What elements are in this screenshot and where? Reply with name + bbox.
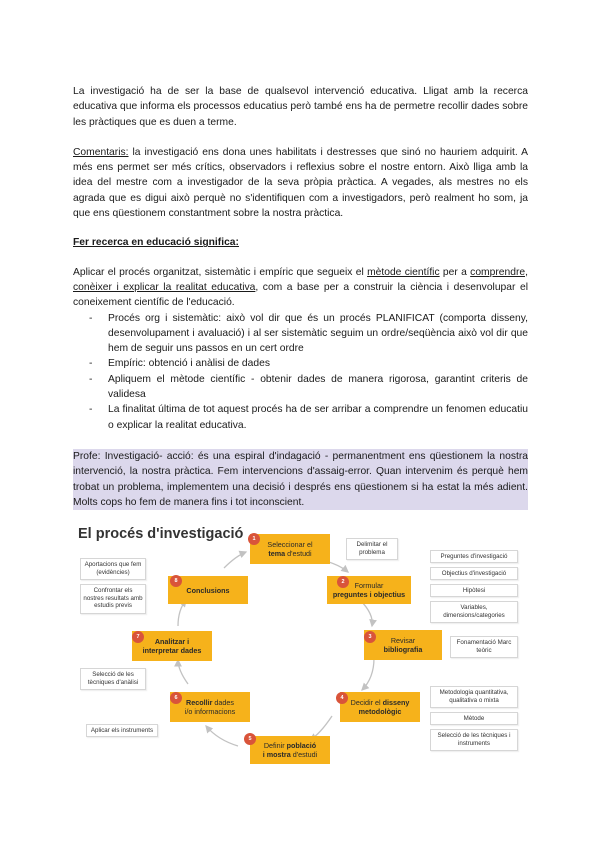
step-1-select-topic: Seleccionar el tema d'estudi	[250, 534, 330, 564]
research-text-3: , com a base per a construir la ciència i desenvolupar el coneixement científic de l'educació.	[73, 281, 528, 309]
note-method: Mètode	[430, 712, 518, 725]
arrow-6-7	[178, 660, 188, 684]
arrow-3-4	[362, 658, 374, 690]
list-item: - Empíric: obtenció i anàlisi de dades	[73, 356, 528, 371]
step-number: 7	[132, 631, 144, 643]
scientific-method-term: mètode científic	[367, 266, 440, 278]
note-analysis-techniques: Selecció de les tècniques d'anàlisi	[80, 668, 146, 690]
step-number: 5	[244, 733, 256, 745]
step-number: 8	[170, 575, 182, 587]
note-delimit-problem: Delimitar el problema	[346, 538, 398, 560]
note-techniques-instruments: Selecció de les tècniques i instruments	[430, 729, 518, 751]
list-item: - La finalitat última de tot aquest procés ha de ser arribar a comprendre un fenomen educatiu o explicar la realitat educativa.	[73, 402, 528, 433]
comments-label: Comentaris:	[73, 146, 129, 158]
research-text-2: per a	[439, 266, 471, 278]
step-8-conclusions: Conclusions	[168, 576, 248, 604]
teacher-note-highlight: Profe: Investigació- acció: és una espiral d'indagació - permanentment ens qüestionem la nostra intervenció, la nostra pràctica. Fem intervencions d'assaig-error. Quan intervenim és perquè hem trobat un problema, implementem una decisió i després ens qüestionem si ha estat la més adient. Molts cops ho fem de manera fins i tot inconscient.	[73, 449, 528, 510]
document-body	[73, 84, 528, 510]
step-number: 6	[170, 692, 182, 704]
note-apply-instruments: Aplicar els instruments	[86, 724, 158, 737]
note-research-questions: Preguntes d'investigació	[430, 550, 518, 563]
step-number: 3	[364, 631, 376, 643]
note-theoretical-framework: Fonamentació Marc teòric	[450, 636, 518, 658]
step-number: 2	[337, 576, 349, 588]
step-5-population-sample: Definir població i mostra d'estudi	[250, 736, 330, 764]
bullet-list	[73, 311, 528, 433]
step-4-methodological-design: Decidir el disseny metodològic	[340, 692, 420, 722]
understand-term: comprendre, conèixer i explicar la realitat educativa	[73, 266, 528, 293]
note-hypothesis: Hipòtesi	[430, 584, 518, 597]
research-paragraph	[73, 265, 528, 311]
research-text-1: Aplicar el procés organitzat, sistemàtic i empíric que segueix el	[73, 266, 368, 278]
note-methodology-type: Metodologia quantitativa, qualitativa o mixta	[430, 686, 518, 708]
list-item: - Procés org i sistemàtic: això vol dir que és un procés PLANIFICAT (comporta disseny, desenvolupament i avaluació) i al ser sistemàtic seguim un ordre/seqüència això vol dir que hem de seguir uns passos en un cert ordre	[73, 311, 528, 357]
note-contributions: Aportacions que fem (evidències)	[80, 558, 146, 580]
comments-paragraph	[73, 145, 528, 221]
diagram-title: El procés d'investigació	[78, 526, 244, 542]
step-3-review-bibliography: Revisar bibliografia	[364, 630, 442, 660]
research-process-diagram	[74, 520, 528, 772]
step-number: 4	[336, 692, 348, 704]
note-compare-results: Confrontar els nostres resultats amb estudis previs	[80, 584, 146, 614]
note-variables: Variables, dimensions/categories	[430, 601, 518, 623]
note-research-objectives: Objectius d'investigació	[430, 567, 518, 580]
arrow-5-6	[206, 726, 238, 746]
section-heading: Fer recerca en educació significa:	[73, 237, 239, 249]
arrow-8-1	[224, 552, 246, 568]
step-number: 1	[248, 533, 260, 545]
intro-paragraph: La investigació ha de ser la base de qualsevol intervenció educativa. Lligat amb la recerca educativa que informa els processos educatius però també ens ha de permetre recollir dades sobre les pràctiques que es duen a terme.	[73, 86, 528, 128]
list-item: - Apliquem el mètode científic - obtenir dades de manera rigorosa, garantint criteris de validesa	[73, 372, 528, 403]
step-6-collect-data: Recollir dades i/o informacions	[170, 692, 250, 722]
step-2-formulate-questions: Formular preguntes i objectius	[327, 576, 411, 604]
step-7-analyze-data: Analitzar i interpretar dades	[132, 631, 212, 661]
comments-text: la investigació ens dona unes habilitats i destresses que sinó no hauriem adquirit. A més ens permet ser més crítics, observadors i reflexius sobre el nostre entorn. Això lliga amb la idea del mestre com a investigador de la seva pròpia pràctica. A vegades, als mestres no els agrada que es digui això perquè no s'identifiquen com a investigadors, però realment ho som, ja que ens qüestionem constantment sobre la nostra pràctica.	[73, 146, 528, 220]
